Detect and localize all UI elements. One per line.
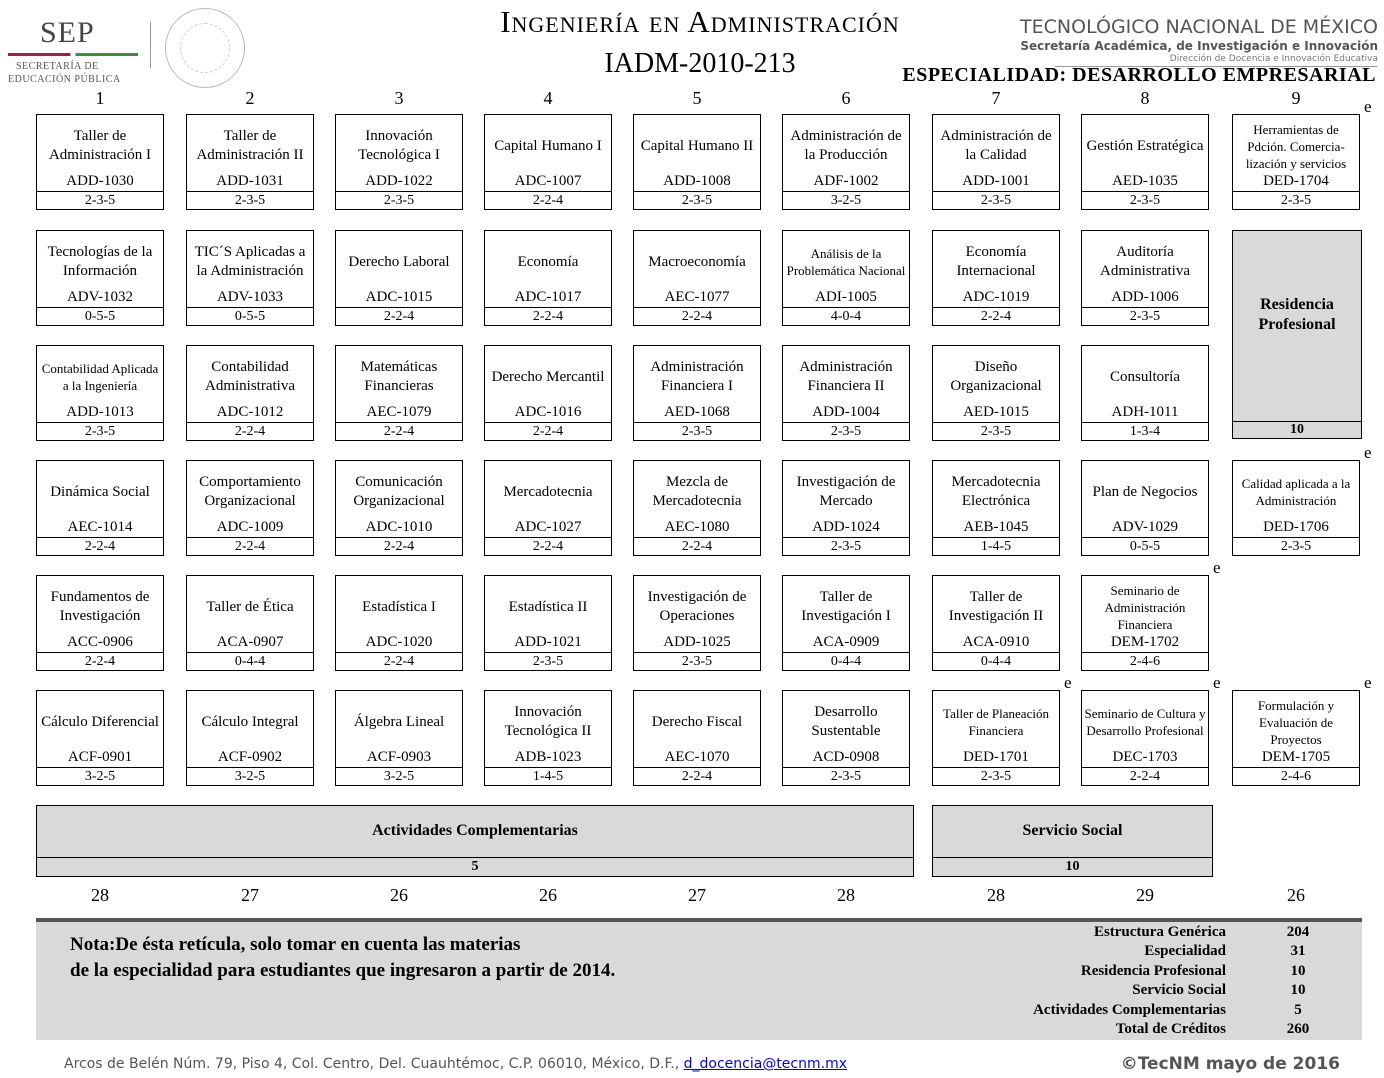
course-name: Contabilidad Administrativa (205, 359, 295, 394)
servicio-social-box (932, 805, 1213, 877)
course-credits: 2-3-5 (782, 767, 910, 786)
course-card (633, 345, 761, 440)
course-name: Dinámica Social (50, 483, 150, 500)
course-card (633, 575, 761, 670)
summary-value: 10 (1290, 982, 1306, 999)
course-name: Mercadotecnia Electrónica (951, 474, 1041, 509)
course-credits: 2-2-4 (335, 307, 463, 326)
semester-number: 3 (394, 88, 404, 108)
course-code: ADD-1021 (514, 634, 582, 650)
course-name: Taller de Investigación II (948, 589, 1044, 624)
course-name: Plan de Negocios (1092, 483, 1198, 500)
course-card (186, 690, 314, 785)
course-code: AEC-1070 (664, 749, 730, 765)
course-code: ACD-0908 (812, 749, 880, 765)
course-code: ACF-0902 (217, 749, 283, 765)
course-name: Diseño Organizacional (950, 359, 1042, 394)
copyright: ©TecNM mayo de 2016 (1120, 1054, 1340, 1074)
course-name: Auditoría Administrativa (1100, 244, 1190, 279)
plan-code: IADM-2010-213 (604, 48, 796, 79)
course-card (1081, 345, 1209, 440)
course-code: DED-1704 (1263, 173, 1329, 189)
course-code: ADC-1017 (514, 289, 582, 305)
course-card (36, 114, 164, 209)
course-name: Derecho Fiscal (651, 713, 743, 730)
course-card (633, 114, 761, 209)
course-code: ADC-1007 (514, 173, 582, 189)
sep-logo (8, 8, 128, 84)
semester-number: 2 (245, 88, 255, 108)
course-card (36, 460, 164, 555)
course-credits: 2-2-4 (335, 422, 463, 441)
semester-total: 28 (987, 885, 1005, 905)
course-code: AED-1015 (963, 404, 1029, 420)
course-code: AED-1035 (1112, 173, 1178, 189)
course-card (186, 230, 314, 325)
course-card (932, 575, 1060, 670)
course-name: Mercadotecnia (503, 483, 593, 500)
course-name: Taller de Administración II (196, 128, 304, 163)
course-card (633, 460, 761, 555)
course-name: Administración de la Calidad (940, 128, 1052, 163)
course-name: Taller de Planeación Financiera (943, 706, 1049, 738)
course-card (1081, 230, 1209, 325)
course-credits: 0-4-4 (782, 652, 910, 671)
course-credits: 2-2-4 (186, 537, 314, 556)
course-card (186, 460, 314, 555)
especialidad-marker: e (1364, 673, 1372, 692)
course-credits: 2-3-5 (633, 652, 761, 671)
semester-total: 26 (539, 885, 557, 905)
course-code: ADI-1005 (815, 289, 877, 305)
course-code: ADV-1033 (216, 289, 284, 305)
course-name: Formulación y Evaluación de Proyectos (1257, 697, 1335, 747)
course-code: ADD-1013 (66, 404, 134, 420)
servicio-credits: 10 (932, 857, 1213, 877)
course-credits: 2-2-4 (484, 307, 612, 326)
course-name: Economía (517, 253, 579, 270)
semester-total: 27 (688, 885, 706, 905)
course-code: ADV-1029 (1111, 519, 1179, 535)
course-credits: 0-4-4 (932, 652, 1060, 671)
course-card (1232, 690, 1360, 785)
semester-number: 6 (841, 88, 851, 108)
especialidad-marker: e (1364, 443, 1372, 462)
course-code: ADD-1031 (216, 173, 284, 189)
note-line-1: Nota:De ésta retícula, solo tomar en cuenta las materias (70, 934, 521, 955)
course-name: Investigación de Operaciones (647, 589, 747, 624)
footer-email-link[interactable]: d_docencia@tecnm.mx (683, 1056, 847, 1072)
course-credits: 0-5-5 (36, 307, 164, 326)
course-code: ADD-1025 (663, 634, 731, 650)
semester-number: 5 (692, 88, 702, 108)
semester-number: 1 (95, 88, 105, 108)
course-code: ADC-1016 (514, 404, 582, 420)
course-name: Calidad aplicada a la Administración (1241, 476, 1351, 508)
course-credits: 0-5-5 (1081, 537, 1209, 556)
course-credits: 2-3-5 (36, 191, 164, 210)
course-code: ADC-1019 (962, 289, 1030, 305)
course-name: Comportamiento Organizacional (199, 474, 301, 509)
course-name: Macroeconomía (648, 253, 746, 270)
course-card (1081, 460, 1209, 555)
course-name: Administración de la Producción (790, 128, 902, 163)
summary-row (960, 982, 1360, 1001)
semester-total: 29 (1136, 885, 1154, 905)
course-code: ACF-0903 (366, 749, 432, 765)
summary-value: 5 (1294, 1001, 1302, 1018)
header-divider (150, 22, 151, 68)
course-credits: 2-3-5 (1232, 537, 1360, 556)
course-card (484, 114, 612, 209)
course-card (633, 230, 761, 325)
especialidad-marker: e (1064, 673, 1072, 692)
secretaria-name: Secretaría Académica, de Investigación e Innovación (1020, 39, 1378, 53)
course-credits: 2-3-5 (1232, 191, 1360, 210)
course-name: Gestión Estratégica (1086, 137, 1204, 154)
course-card (484, 690, 612, 785)
course-name: Administración Financiera II (799, 359, 893, 394)
course-credits: 2-2-4 (633, 537, 761, 556)
course-name: Taller de Investigación I (801, 589, 891, 624)
course-code: ACF-0901 (67, 749, 133, 765)
course-card (36, 575, 164, 670)
course-credits: 2-3-5 (1081, 307, 1209, 326)
course-credits: 2-3-5 (782, 422, 910, 441)
semester-total: 27 (241, 885, 259, 905)
course-name: Derecho Mercantil (491, 368, 605, 385)
semester-total: 26 (1287, 885, 1305, 905)
course-credits: 0-4-4 (186, 652, 314, 671)
semester-number: 4 (543, 88, 553, 108)
course-credits: 2-3-5 (932, 191, 1060, 210)
course-card (36, 345, 164, 440)
sep-logo-subtitle-2: EDUCACIÓN PÚBLICA (8, 74, 121, 85)
course-name: Innovación Tecnológica II (504, 704, 592, 739)
actividades-label: Actividades Complementarias (372, 822, 578, 839)
course-code: AED-1068 (664, 404, 730, 420)
summary-row (960, 1002, 1360, 1021)
course-code: ADD-1004 (812, 404, 880, 420)
especialidad-marker: e (1213, 673, 1221, 692)
course-credits: 2-3-5 (186, 191, 314, 210)
course-name: Mezcla de Mercadotecnia (652, 474, 742, 509)
summary-label: Actividades Complementarias (1033, 1001, 1226, 1018)
residencia-profesional-box (1232, 230, 1362, 439)
course-code: DED-1706 (1263, 519, 1329, 535)
semester-total: 28 (91, 885, 109, 905)
course-name: Economía Internacional (956, 244, 1036, 279)
course-credits: 2-2-4 (932, 307, 1060, 326)
summary-row (960, 924, 1360, 943)
course-name: Desarrollo Sustentable (811, 704, 881, 739)
especialidad-title: ESPECIALIDAD: DESARROLLO EMPRESARIAL (902, 64, 1376, 86)
course-card (335, 230, 463, 325)
course-card (484, 230, 612, 325)
course-name: Seminario de Cultura y Desarrollo Profesional (1084, 706, 1206, 738)
course-card (186, 345, 314, 440)
course-card (186, 575, 314, 670)
summary-row (960, 1021, 1360, 1040)
course-code: ADC-1020 (365, 634, 433, 650)
course-card (335, 460, 463, 555)
course-code: ADH-1011 (1111, 404, 1179, 420)
course-code: DEM-1702 (1110, 634, 1180, 650)
course-card (1081, 114, 1209, 209)
course-credits: 2-2-4 (36, 537, 164, 556)
course-code: ADC-1010 (365, 519, 433, 535)
course-code: ACA-0910 (962, 634, 1030, 650)
summary-value: 10 (1290, 962, 1306, 979)
course-name: Derecho Laboral (348, 253, 450, 270)
course-code: ADC-1012 (216, 404, 284, 420)
course-name: Comunicación Organizacional (353, 474, 445, 509)
course-credits: 2-3-5 (782, 537, 910, 556)
course-credits: 2-3-5 (932, 422, 1060, 441)
course-code: DED-1701 (963, 749, 1029, 765)
course-credits: 2-2-4 (484, 191, 612, 210)
course-code: ADV-1032 (66, 289, 134, 305)
course-card (782, 690, 910, 785)
course-card (932, 230, 1060, 325)
course-code: ADC-1015 (365, 289, 433, 305)
sep-logo-subtitle-1: SECRETARÍA DE (16, 61, 99, 72)
course-card (932, 690, 1060, 785)
course-card (36, 690, 164, 785)
course-card (335, 575, 463, 670)
course-code: ADD-1024 (812, 519, 880, 535)
course-credits: 2-2-4 (36, 652, 164, 671)
note-line-2: de la especialidad para estudiantes que ingresaron a partir de 2014. (70, 960, 616, 981)
course-card (932, 460, 1060, 555)
course-card (484, 345, 612, 440)
course-name: Álgebra Lineal (353, 713, 445, 730)
summary-value: 31 (1290, 943, 1306, 960)
course-credits: 2-3-5 (36, 422, 164, 441)
course-name: Cálculo Integral (201, 713, 299, 730)
course-name: Estadística II (508, 598, 588, 615)
course-code: ACC-0906 (67, 634, 133, 650)
course-name: Matemáticas Financieras (360, 359, 438, 394)
course-name: Consultoría (1110, 368, 1180, 385)
course-card (932, 114, 1060, 209)
course-code: DEC-1703 (1112, 749, 1178, 765)
footer-address-text: Arcos de Belén Núm. 79, Piso 4, Col. Centro, Del. Cuauhtémoc, C.P. 06010, México, D.F., (64, 1056, 684, 1072)
semester-number: 8 (1140, 88, 1150, 108)
course-credits: 2-2-4 (1081, 767, 1209, 786)
summary-label: Especialidad (1144, 943, 1226, 960)
summary-label: Total de Créditos (1115, 1021, 1226, 1037)
course-credits: 2-2-4 (335, 537, 463, 556)
course-code: AEC-1079 (366, 404, 432, 420)
national-seal-icon (165, 8, 245, 88)
course-code: AEB-1045 (963, 519, 1029, 535)
course-credits: 2-2-4 (484, 422, 612, 441)
residencia-label: Residencia Profesional (1258, 296, 1336, 333)
tecnm-name: TECNOLÓGICO NACIONAL DE MÉXICO (1020, 16, 1378, 38)
direccion-name: Dirección de Docencia e Innovación Educativa (1169, 54, 1378, 64)
course-credits: 2-2-4 (186, 422, 314, 441)
course-name: Estadística I (362, 598, 436, 615)
course-name: Herramientas de Pdción. Comercia- lización y servicios (1245, 121, 1347, 171)
course-card (782, 230, 910, 325)
course-card (633, 690, 761, 785)
course-credits: 3-2-5 (782, 191, 910, 210)
course-card (484, 460, 612, 555)
course-credits: 2-4-6 (1081, 652, 1209, 671)
course-name: Taller de Ética (206, 598, 294, 615)
sep-logo-word: SEP (40, 16, 95, 49)
course-name: Innovación Tecnológica I (358, 128, 440, 163)
course-code: ACA-0909 (812, 634, 880, 650)
course-credits: 2-2-4 (633, 767, 761, 786)
course-credits: 3-2-5 (335, 767, 463, 786)
course-card (782, 114, 910, 209)
course-code: AEC-1077 (664, 289, 730, 305)
course-credits: 2-3-5 (633, 191, 761, 210)
course-card (782, 460, 910, 555)
residencia-credits: 10 (1232, 421, 1362, 439)
course-name: Contabilidad Aplicada a la Ingeniería (41, 361, 159, 393)
actividades-credits: 5 (36, 857, 914, 877)
course-credits: 1-4-5 (484, 767, 612, 786)
summary-label: Residencia Profesional (1080, 962, 1226, 979)
course-card (1232, 460, 1360, 555)
course-credits: 2-2-4 (633, 307, 761, 326)
course-credits: 2-4-6 (1232, 767, 1360, 786)
course-code: ADD-1008 (663, 173, 731, 189)
course-name: Tecnologías de la Información (47, 244, 153, 279)
course-name: TIC´S Aplicadas a la Administración (194, 244, 306, 279)
course-credits: 0-5-5 (186, 307, 314, 326)
summary-row (960, 943, 1360, 962)
course-credits: 2-2-4 (484, 537, 612, 556)
course-code: DEM-1705 (1261, 749, 1331, 765)
course-code: ADD-1001 (962, 173, 1030, 189)
course-code: ADC-1009 (216, 519, 284, 535)
course-card (186, 114, 314, 209)
course-credits: 2-3-5 (633, 422, 761, 441)
course-credits: 2-3-5 (1081, 191, 1209, 210)
course-name: Seminario de Administración Financiera (1104, 582, 1186, 632)
course-card (932, 345, 1060, 440)
course-credits: 2-3-5 (335, 191, 463, 210)
course-card (36, 230, 164, 325)
semester-total: 26 (390, 885, 408, 905)
summary-value: 260 (1286, 1021, 1310, 1037)
servicio-label: Servicio Social (1022, 822, 1123, 839)
course-card (335, 690, 463, 785)
course-card (335, 345, 463, 440)
semester-number: 9 (1291, 88, 1301, 108)
course-card (484, 575, 612, 670)
course-name: Capital Humano II (640, 137, 754, 154)
course-code: ACA-0907 (216, 634, 284, 650)
especialidad-marker: e (1213, 558, 1221, 577)
especialidad-marker: e (1364, 97, 1372, 116)
course-card (782, 345, 910, 440)
course-card (1081, 575, 1209, 670)
summary-value: 204 (1286, 924, 1310, 940)
course-name: Cálculo Diferencial (41, 713, 159, 730)
course-credits: 4-0-4 (782, 307, 910, 326)
page-title: Ingeniería en Administración (500, 4, 900, 39)
course-credits: 3-2-5 (36, 767, 164, 786)
course-name: Análisis de la Problemática Nacional (786, 246, 906, 278)
course-code: AEC-1014 (67, 519, 133, 535)
course-code: ADC-1027 (514, 519, 582, 535)
footer-address (64, 1056, 847, 1072)
course-code: ADD-1006 (1111, 289, 1179, 305)
course-code: AEC-1080 (664, 519, 730, 535)
course-credits: 2-2-4 (335, 652, 463, 671)
course-credits: 1-4-5 (932, 537, 1060, 556)
course-card (1081, 690, 1209, 785)
course-credits: 3-2-5 (186, 767, 314, 786)
course-card (1232, 114, 1360, 209)
summary-row (960, 963, 1360, 982)
sep-logo-stripe (8, 53, 138, 56)
course-name: Fundamentos de Investigación (50, 589, 150, 624)
course-name: Investigación de Mercado (796, 474, 896, 509)
course-card (782, 575, 910, 670)
course-credits: 2-3-5 (484, 652, 612, 671)
course-code: ADB-1023 (514, 749, 582, 765)
summary-label: Servicio Social (1132, 982, 1226, 999)
course-name: Administración Financiera I (650, 359, 744, 394)
course-code: ADD-1022 (365, 173, 433, 189)
course-name: Capital Humano I (494, 137, 602, 154)
course-code: ADF-1002 (813, 173, 879, 189)
semester-total: 28 (837, 885, 855, 905)
course-credits: 2-3-5 (932, 767, 1060, 786)
course-credits: 1-3-4 (1081, 422, 1209, 441)
course-name: Taller de Administración I (48, 128, 152, 163)
course-card (335, 114, 463, 209)
course-code: ADD-1030 (66, 173, 134, 189)
semester-number: 7 (991, 88, 1001, 108)
actividades-complementarias-box (36, 805, 914, 877)
summary-label: Estructura Genérica (1093, 924, 1226, 940)
